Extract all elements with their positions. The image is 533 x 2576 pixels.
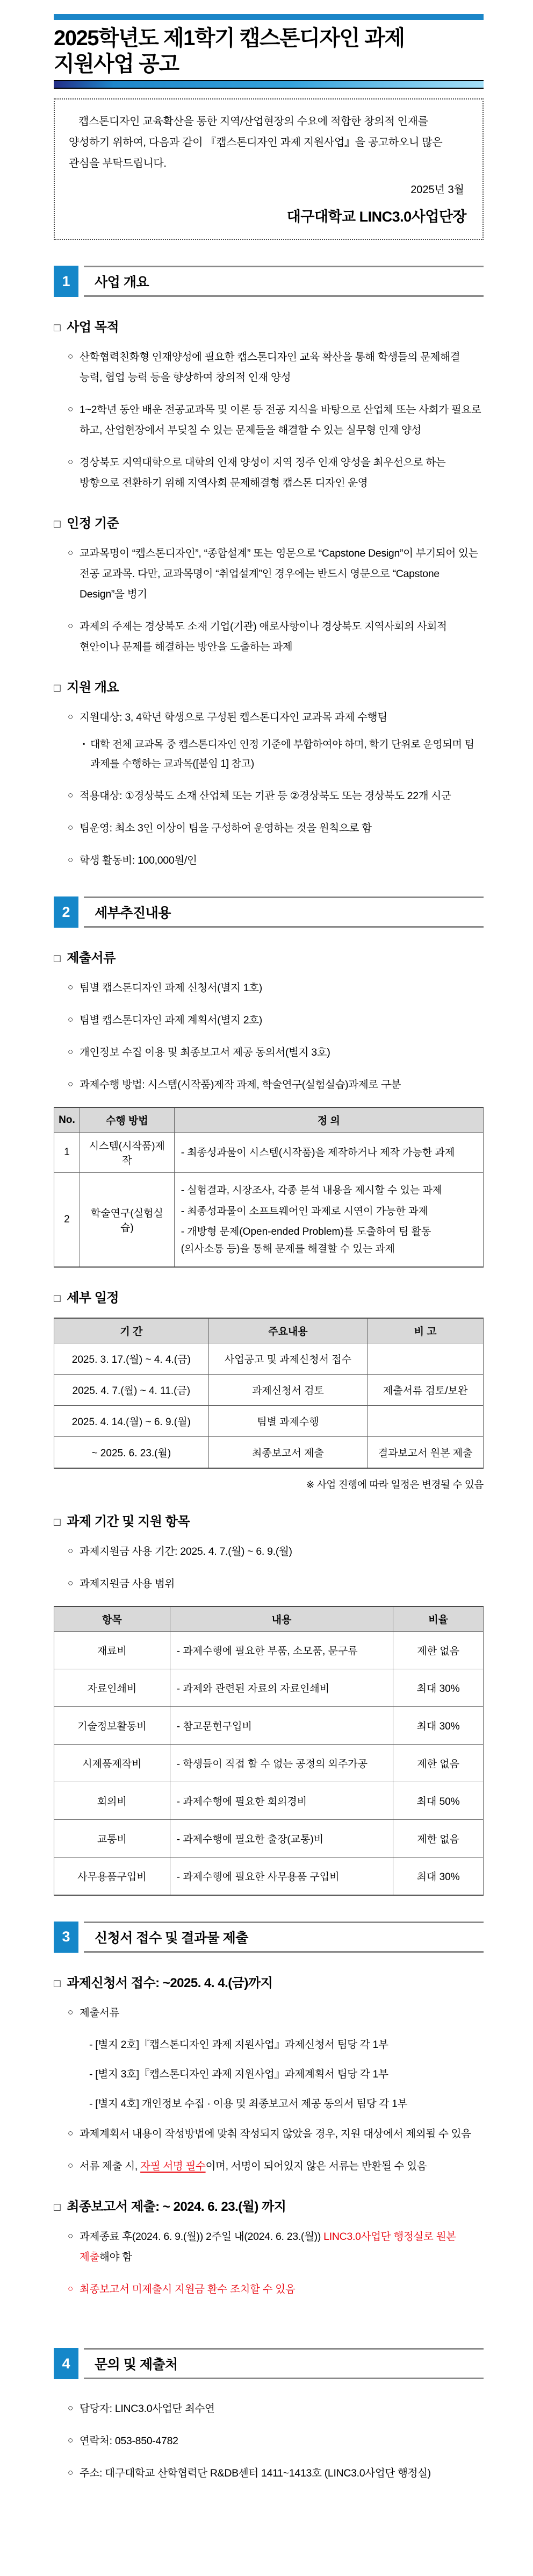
cell-ratio: 최대 30% — [393, 1706, 484, 1744]
circle-bullet-icon: ○ — [68, 790, 73, 801]
list-item-text: 과제지원금 사용 범위 — [79, 1577, 175, 1590]
definition-line: - 개방형 문제(Open-ended Problem)를 도출하여 팀 활동 (의사소통 등)을 통해 문제를 해결할 수 있는 과제 — [181, 1226, 431, 1255]
sub-list-item-text: 대학 전체 교과목 중 캡스톤디자인 인정 기준에 부합하여야 하며, 학기 단위로 운영되며 팀 과제를 수행하는 교과목([붙임 1] 참고) — [90, 739, 474, 770]
subsection-heading-criteria — [54, 513, 484, 531]
subsection-title: 세부 일정 — [67, 1290, 119, 1305]
cell-period: 2025. 4. 7.(월) ~ 4. 11.(금) — [54, 1374, 209, 1405]
circle-bullet-icon: ○ — [68, 2403, 73, 2414]
column-header: 수행 방법 — [80, 1107, 174, 1133]
list-item — [68, 2156, 484, 2176]
list-item — [68, 1574, 484, 1594]
subsection-title: 인정 기준 — [67, 516, 119, 531]
section3-title: 신청서 접수 및 결과물 제출 — [95, 1930, 248, 1946]
circle-bullet-icon: ○ — [68, 547, 73, 558]
cell-item: 재료비 — [54, 1631, 170, 1669]
subsection-heading-purpose — [54, 316, 484, 335]
subsection-title: 과제신청서 접수: ~2025. 4. 4.(금)까지 — [67, 1975, 273, 1990]
list-item — [68, 2463, 484, 2484]
column-header: 내용 — [170, 1606, 393, 1632]
title-gradient-bar — [54, 80, 484, 89]
section4-title: 문의 및 제출처 — [95, 2357, 178, 2373]
cell-desc: - 참고문헌구입비 — [170, 1706, 393, 1744]
contact-person: 담당자: LINC3.0사업단 최수연 — [79, 2403, 215, 2415]
square-small-bullet-icon: ▪ — [83, 740, 85, 748]
highlighted-red-text: 자필 서명 필수 — [140, 2160, 206, 2173]
list-item-text: 지원대상: 3, 4학년 학생으로 구성된 캡스톤디자인 교과목 과제 수행팀 — [79, 711, 387, 724]
section4-header — [54, 2348, 484, 2379]
subsection-heading-overview — [54, 677, 484, 695]
section2-title: 세부추진내용 — [95, 906, 171, 921]
circle-bullet-icon: ○ — [68, 711, 73, 722]
cell-desc: - 과제수행에 필요한 출장(교통)비 — [170, 1819, 393, 1857]
list-item — [68, 2003, 484, 2023]
contact-address: 주소: 대구대학교 산학협력단 R&DB센터 1411~1413호 (LINC3.0사업단 행정실) — [79, 2467, 431, 2480]
circle-bullet-icon: ○ — [68, 2231, 73, 2241]
cell-definition — [174, 1173, 483, 1267]
document-title: 2025학년도 제1학기 캡스톤디자인 과제 지원사업 공고 — [54, 26, 405, 76]
list-item-warning — [68, 2279, 484, 2300]
square-bullet-icon: □ — [54, 2201, 61, 2214]
table-row — [54, 1819, 484, 1857]
cell-item: 회의비 — [54, 1782, 170, 1819]
list-item-text: 1~2학년 동안 배운 전공교과목 및 이론 등 전공 지식을 바탕으로 산업체 또는 사회가 필요로 하고, 산업현장에서 부딪칠 수 있는 문제들을 해결할 수 있는 실무형 인재 양성 — [79, 404, 481, 437]
column-header: 기 간 — [54, 1318, 209, 1343]
list-item — [68, 2226, 484, 2267]
square-bullet-icon: □ — [54, 1515, 61, 1528]
column-header: 주요내용 — [208, 1318, 368, 1343]
schedule-table — [54, 1318, 484, 1469]
cell-content: 최종보고서 제출 — [208, 1436, 368, 1468]
section2-number-badge: 2 — [54, 896, 78, 928]
cell-period: 2025. 4. 14.(월) ~ 6. 9.(월) — [54, 1405, 209, 1436]
section1-title-bar — [84, 266, 484, 297]
subsection-heading-final-report — [54, 2196, 484, 2215]
table-header-row — [54, 1606, 484, 1632]
cell-ratio: 제한 없음 — [393, 1819, 484, 1857]
cell-note: 제출서류 검토/보완 — [368, 1374, 484, 1405]
highlighted-red-text: LINC3.0사업단 행정실로 원본 제출 — [79, 2231, 456, 2264]
cell-item: 자료인쇄비 — [54, 1669, 170, 1706]
table-row — [54, 1343, 484, 1374]
table-row — [54, 1374, 484, 1405]
method-table — [54, 1107, 484, 1267]
section4-number-badge: 4 — [54, 2348, 78, 2379]
subsection-heading-docs — [54, 947, 484, 966]
definition-line: - 실험결과, 시장조사, 각종 분석 내용을 제시할 수 있는 과제 — [181, 1185, 443, 1197]
list-item-text: 경상북도 지역대학으로 대학의 인재 양성이 지역 정주 인재 양성을 최우선으로 하는 방향으로 전환하기 위해 지역사회 문제해결형 캡스톤 디자인 운영 — [79, 457, 446, 489]
column-header: No. — [54, 1107, 80, 1133]
cell-content: 사업공고 및 과제신청서 접수 — [208, 1343, 368, 1374]
list-item — [68, 2124, 484, 2144]
square-bullet-icon: □ — [54, 952, 61, 965]
list-item — [68, 2431, 484, 2451]
list-item-text — [80, 2226, 484, 2267]
circle-bullet-icon: ○ — [68, 822, 73, 833]
circle-bullet-icon: ○ — [68, 982, 73, 993]
table-row — [54, 1857, 484, 1895]
circle-bullet-icon: ○ — [68, 621, 73, 631]
sub-list-item — [83, 735, 484, 774]
list-item-text: 산학협력친화형 인재양성에 필요한 캡스톤디자인 교육 확산을 통해 학생들의 문제해결 능력, 협업 능력 등을 향상하여 창의적 인재 양성 — [79, 351, 460, 384]
subsection-title: 제출서류 — [67, 951, 116, 966]
cell-ratio: 제한 없음 — [393, 1631, 484, 1669]
list-item — [68, 707, 484, 728]
intro-box — [54, 98, 484, 240]
list-item-text: 최종보고서 미제출시 지원금 환수 조치할 수 있음 — [79, 2283, 296, 2296]
section2-header — [54, 896, 484, 928]
cell-content: 팀별 과제수행 — [208, 1405, 368, 1436]
circle-bullet-icon: ○ — [68, 1577, 73, 1588]
section3-header — [54, 1922, 484, 1953]
list-item — [68, 1541, 484, 1562]
square-bullet-icon: □ — [54, 682, 61, 695]
circle-bullet-icon: ○ — [68, 457, 73, 467]
cell-item: 시제품제작비 — [54, 1744, 170, 1782]
list-item — [68, 616, 484, 657]
list-item — [68, 786, 484, 806]
table-row — [54, 1706, 484, 1744]
intro-paragraph: 캡스톤디자인 교육확산을 통한 지역/산업현장의 수요에 적합한 창의적 인재를 양성하기 위하여, 다음과 같이 『캡스톤디자인 과제 지원사업』을 공고하오니 많은 관심을 부탁드립니다. — [69, 116, 443, 169]
list-item-text: 팀운영: 최소 3인 이상이 팀을 구성하여 운영하는 것을 원칙으로 함 — [79, 822, 372, 835]
circle-bullet-icon: ○ — [68, 1014, 73, 1025]
table-row — [54, 1669, 484, 1706]
table-header-row — [54, 1318, 484, 1343]
circle-bullet-icon: ○ — [68, 2467, 73, 2478]
dash-list-item: - [별지 3호]『캡스톤디자인 과제 지원사업』과제계획서 팀당 각 1부 — [89, 2068, 388, 2080]
text-segment: 서류 제출 시, — [79, 2160, 141, 2173]
list-item — [68, 347, 484, 388]
list-item — [68, 978, 484, 998]
list-item — [68, 543, 484, 604]
cell-desc: - 학생들이 직접 할 수 없는 공정의 외주가공 — [170, 1744, 393, 1782]
list-item — [68, 1010, 484, 1030]
cell-ratio: 최대 50% — [393, 1782, 484, 1819]
circle-bullet-icon: ○ — [68, 2006, 73, 2017]
column-header: 비율 — [393, 1606, 484, 1632]
section1-title: 사업 개요 — [95, 275, 149, 290]
square-bullet-icon: □ — [54, 518, 61, 531]
cell-desc: - 과제와 관련된 자료의 자료인쇄비 — [170, 1669, 393, 1706]
schedule-footnote: ※ 사업 진행에 따라 일정은 변경될 수 있음 — [306, 1478, 484, 1490]
list-item-text: 팀별 캡스톤디자인 과제 계획서(별지 2호) — [79, 1014, 262, 1027]
cell-item: 교통비 — [54, 1819, 170, 1857]
list-item-text: 제출서류 — [79, 2006, 120, 2019]
circle-bullet-icon: ○ — [68, 2128, 73, 2139]
circle-bullet-icon: ○ — [68, 855, 73, 865]
section1-header — [54, 266, 484, 297]
cell-note: 결과보고서 원본 제출 — [368, 1436, 484, 1468]
section3-number-badge: 3 — [54, 1922, 78, 1953]
list-item — [68, 452, 484, 493]
square-bullet-icon: □ — [54, 1292, 61, 1305]
definition-line: - 최종성과물이 시스템(시작품)을 제작하거나 제작 가능한 과제 — [181, 1147, 455, 1158]
list-item-text: 과제계획서 내용이 작성방법에 맞춰 작성되지 않았을 경우, 지원 대상에서 제외될 수 있음 — [79, 2128, 471, 2140]
table-row — [54, 1436, 484, 1468]
list-item — [68, 400, 484, 440]
budget-table — [54, 1606, 484, 1896]
list-item — [68, 1042, 484, 1063]
definition-line: - 최종성과물이 소프트웨어인 과제로 시연이 가능한 과제 — [181, 1205, 428, 1217]
contact-phone: 연락처: 053-850-4782 — [79, 2435, 178, 2447]
cell-ratio: 최대 30% — [393, 1669, 484, 1706]
cell-note — [368, 1405, 484, 1436]
circle-bullet-icon: ○ — [68, 2283, 73, 2294]
list-item-text: 개인정보 수집 이용 및 최종보고서 제공 동의서(별지 3호) — [79, 1047, 330, 1059]
table-row — [54, 1133, 484, 1173]
cell-ratio: 최대 30% — [393, 1857, 484, 1895]
cell-no: 2 — [54, 1173, 80, 1267]
list-item-text: 과제지원금 사용 기간: 2025. 4. 7.(월) ~ 6. 9.(월) — [79, 1545, 292, 1557]
section1-number-badge: 1 — [54, 266, 78, 297]
table-row — [54, 1405, 484, 1436]
title-top-bar — [54, 14, 484, 20]
list-item — [68, 850, 484, 871]
circle-bullet-icon: ○ — [68, 1047, 73, 1057]
circle-bullet-icon: ○ — [68, 1545, 73, 1556]
list-item-text: 교과목명이 “캡스톤디자인”, “종합설계” 또는 영문으로 “Capstone Design”이 부기되어 있는 전공 교과목. 다만, 교과목명이 “취업설계”인 경우에는 반드시 영문으로 “Capstone Design”을 병기 — [79, 547, 479, 601]
column-header: 비 고 — [368, 1318, 484, 1343]
list-item — [68, 1074, 484, 1095]
subsection-title: 사업 목적 — [67, 320, 119, 335]
circle-bullet-icon: ○ — [68, 404, 73, 415]
circle-bullet-icon: ○ — [68, 1079, 73, 1090]
circle-bullet-icon: ○ — [68, 351, 73, 361]
subsection-title: 최종보고서 제출: ~ 2024. 6. 23.(월) 까지 — [67, 2200, 286, 2215]
list-item-text: 과제의 주제는 경상북도 소재 기업(기관) 애로사항이나 경상북도 지역사회의 사회적 현안이나 문제를 해결하는 방안을 도출하는 과제 — [79, 621, 447, 653]
announcement-date: 2025년 3월 — [410, 184, 464, 196]
cell-desc: - 과제수행에 필요한 사무용품 구입비 — [170, 1857, 393, 1895]
cell-definition — [174, 1133, 483, 1173]
subsection-title: 과제 기간 및 지원 항목 — [67, 1514, 190, 1529]
cell-note — [368, 1343, 484, 1374]
dash-list-item: - [별지 2호]『캡스톤디자인 과제 지원사업』과제신청서 팀당 각 1부 — [89, 2038, 388, 2051]
section4-title-bar — [84, 2348, 484, 2379]
cell-desc: - 과제수행에 필요한 회의경비 — [170, 1782, 393, 1819]
list-item-text — [80, 2156, 484, 2176]
dash-list-item: - [별지 4호] 개인정보 수집 · 이용 및 최종보고서 제공 동의서 팀당 각 1부 — [89, 2098, 408, 2110]
column-header: 항목 — [54, 1606, 170, 1632]
square-bullet-icon: □ — [54, 1977, 61, 1990]
subsection-heading-schedule — [54, 1287, 484, 1306]
cell-period: ~ 2025. 6. 23.(월) — [54, 1436, 209, 1468]
text-segment: 과제종료 후(2024. 6. 9.(월)) 2주일 내(2024. 6. 23.(월)) — [79, 2231, 324, 2243]
list-item-text: 팀별 캡스톤디자인 과제 신청서(별지 1호) — [79, 982, 262, 994]
section3-title-bar — [84, 1922, 484, 1953]
cell-item: 사무용품구입비 — [54, 1857, 170, 1895]
text-segment: 이며, 서명이 되어있지 않은 서류는 반환될 수 있음 — [205, 2160, 427, 2173]
subsection-heading-support — [54, 1511, 484, 1529]
list-item — [68, 2399, 484, 2419]
table-row — [54, 1631, 484, 1669]
table-header-row — [54, 1107, 484, 1133]
cell-period: 2025. 3. 17.(월) ~ 4. 4.(금) — [54, 1343, 209, 1374]
section2-title-bar — [84, 896, 484, 928]
table-row — [54, 1173, 484, 1267]
circle-bullet-icon: ○ — [68, 2160, 73, 2171]
cell-method: 시스템(시작품)제작 — [80, 1133, 174, 1173]
list-item-text: 과제수행 방법: 시스템(시작품)제작 과제, 학술연구(실험실습)과제로 구분 — [79, 1079, 401, 1091]
text-segment: 해야 함 — [99, 2251, 132, 2264]
cell-ratio: 제한 없음 — [393, 1744, 484, 1782]
circle-bullet-icon: ○ — [68, 2435, 73, 2446]
column-header: 정 의 — [174, 1107, 483, 1133]
list-item — [68, 818, 484, 838]
subsection-heading-apply — [54, 1972, 484, 1991]
cell-method: 학술연구(실험실습) — [80, 1173, 174, 1267]
cell-desc: - 과제수행에 필요한 부품, 소모품, 문구류 — [170, 1631, 393, 1669]
cell-item: 기술정보활동비 — [54, 1706, 170, 1744]
square-bullet-icon: □ — [54, 322, 61, 334]
list-item-text: 학생 활동비: 100,000원/인 — [79, 855, 197, 867]
announcement-signer: 대구대학교 LINC3.0사업단장 — [286, 209, 466, 225]
table-row — [54, 1744, 484, 1782]
cell-no: 1 — [54, 1133, 80, 1173]
cell-content: 과제신청서 검토 — [208, 1374, 368, 1405]
list-item-text: 적용대상: ①경상북도 소재 산업체 또는 기관 등 ②경상북도 또는 경상북도 22개 시군 — [79, 790, 451, 802]
subsection-title: 지원 개요 — [67, 680, 119, 695]
table-row — [54, 1782, 484, 1819]
